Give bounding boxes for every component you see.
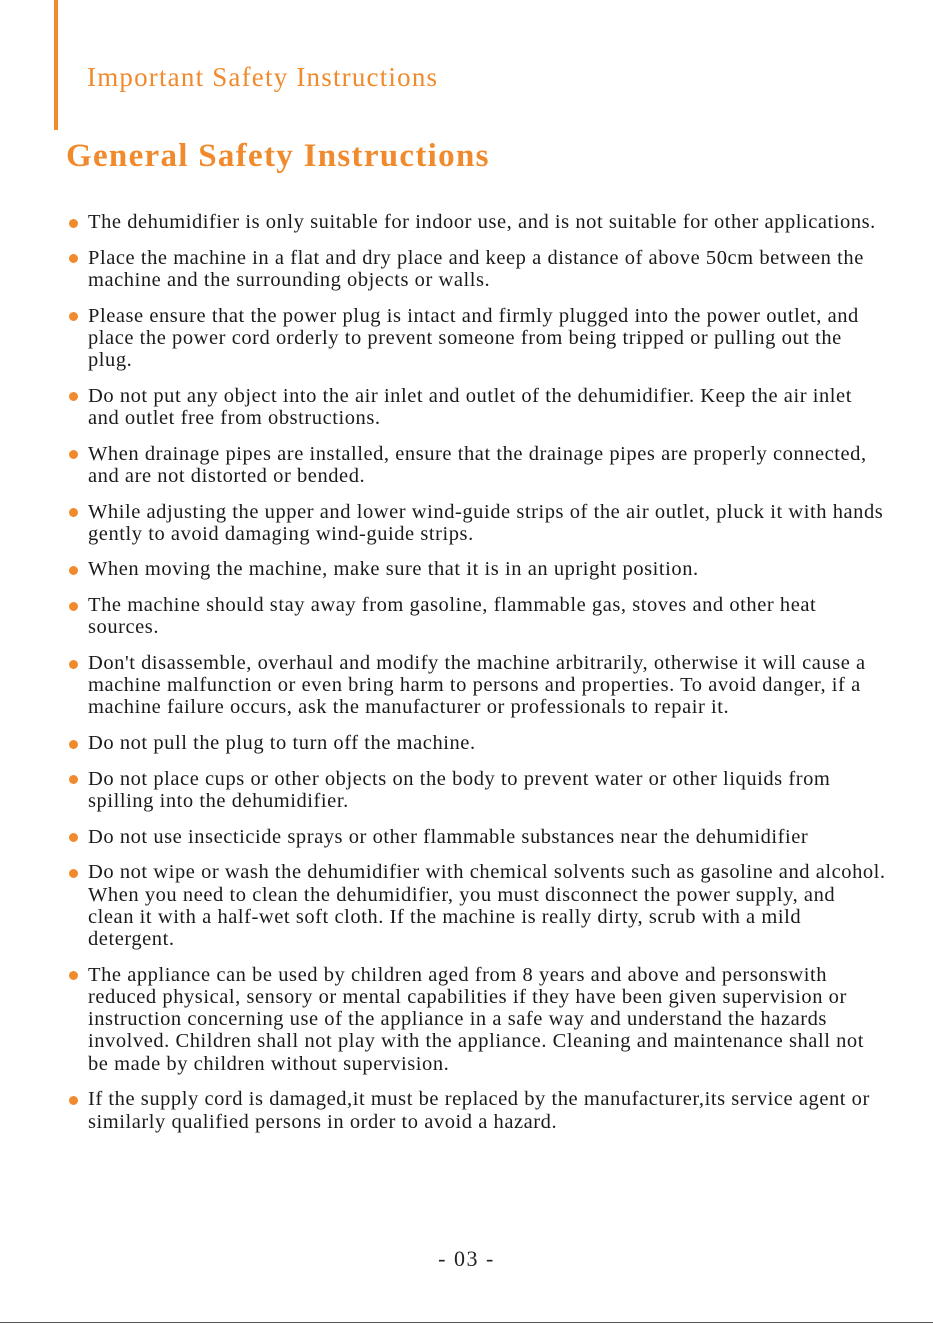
bottom-divider xyxy=(0,1322,933,1323)
bullet-dot-icon xyxy=(69,450,78,459)
bullet-text: When moving the machine, make sure that it is in an upright position. xyxy=(88,558,699,581)
page-number: - 03 - xyxy=(438,1246,495,1271)
list-item xyxy=(66,964,886,1075)
bullet-text: Please ensure that the power plug is intact and firmly plugged into the power outlet, and place the power cord orderly to prevent someone from being tripped or pulling out the plug. xyxy=(88,304,859,372)
bullet-dot-icon xyxy=(69,869,78,878)
bullet-text: Do not put any object into the air inlet and outlet of the dehumidifier. Keep the air inlet and outlet free from obstructions. xyxy=(88,384,852,429)
header-accent-bar xyxy=(54,0,58,130)
list-item xyxy=(66,501,886,545)
bullet-dot-icon xyxy=(69,602,78,611)
bullet-text: Do not place cups or other objects on the body to prevent water or other liquids from spilling into the dehumidifier. xyxy=(88,767,831,813)
bullet-text: The dehumidifier is only suitable for indoor use, and is not suitable for other applications. xyxy=(88,211,876,233)
list-item xyxy=(66,594,886,638)
bullet-dot-icon xyxy=(69,660,78,669)
page-title: General Safety Instructions xyxy=(66,138,490,174)
bullet-dot-icon xyxy=(69,312,78,321)
list-item xyxy=(66,1088,886,1132)
list-item xyxy=(66,768,886,812)
bullet-text: Do not pull the plug to turn off the machine. xyxy=(88,732,476,755)
section-label: Important Safety Instructions xyxy=(87,62,439,92)
list-item xyxy=(66,826,886,848)
list-item xyxy=(66,861,886,950)
bullet-text: If the supply cord is damaged,it must be replaced by the manufacturer,its service agent or similarly qualified persons in order to avoid a hazard. xyxy=(88,1088,870,1133)
bullet-text: Do not use insecticide sprays or other flammable substances near the dehumidifier xyxy=(88,825,809,848)
bullet-dot-icon xyxy=(69,566,78,575)
bullet-dot-icon xyxy=(69,740,78,749)
bullet-dot-icon xyxy=(69,833,78,842)
bullet-text: While adjusting the upper and lower wind-guide strips of the air outlet, pluck it with hands gently to avoid damaging wind-guide strips. xyxy=(88,500,884,545)
list-item xyxy=(66,305,886,372)
list-item xyxy=(66,443,886,487)
bullet-dot-icon xyxy=(69,971,78,980)
bullet-text: When drainage pipes are installed, ensure that the drainage pipes are properly connected, and are not distorted or bended. xyxy=(88,442,867,487)
list-item xyxy=(66,211,886,233)
bullet-dot-icon xyxy=(69,775,78,784)
bullet-dot-icon xyxy=(69,219,78,228)
bullet-dot-icon xyxy=(69,508,78,517)
bullet-text: The appliance can be used by children aged from 8 years and above and personswith reduced physical, sensory or mental capabilities if they have been given supervision or instruction concerning use of the appliance in a safe way and understand the hazards involved. Children shall not play with the appliance. Cleaning and maintenance shall not be made by children without supervision. xyxy=(88,963,864,1075)
bullet-text: Place the machine in a flat and dry place and keep a distance of above 50cm between the machine and the surrounding objects or walls. xyxy=(88,246,864,291)
safety-instructions-list xyxy=(66,211,886,1146)
bullet-dot-icon xyxy=(69,254,78,263)
bullet-dot-icon xyxy=(69,392,78,401)
list-item xyxy=(66,385,886,429)
list-item xyxy=(66,247,886,291)
list-item xyxy=(66,732,886,754)
bullet-text: Don't disassemble, overhaul and modify the machine arbitrarily, otherwise it will cause a machine malfunction or even bring harm to persons and properties. To avoid danger, if a machine failure occurs, ask the manufacturer or professionals to repair it. xyxy=(88,652,866,719)
bullet-dot-icon xyxy=(69,1096,78,1105)
list-item xyxy=(66,652,886,719)
bullet-text: Do not wipe or wash the dehumidifier with chemical solvents such as gasoline and alcohol. When you need to clean the dehumidifier, you must disconnect the power supply, and clean it with a half-wet soft cloth. If the machine is really dirty, scrub with a mild detergent. xyxy=(88,861,886,951)
list-item xyxy=(66,558,886,580)
bullet-text: The machine should stay away from gasoline, flammable gas, stoves and other heat sources. xyxy=(88,594,817,639)
